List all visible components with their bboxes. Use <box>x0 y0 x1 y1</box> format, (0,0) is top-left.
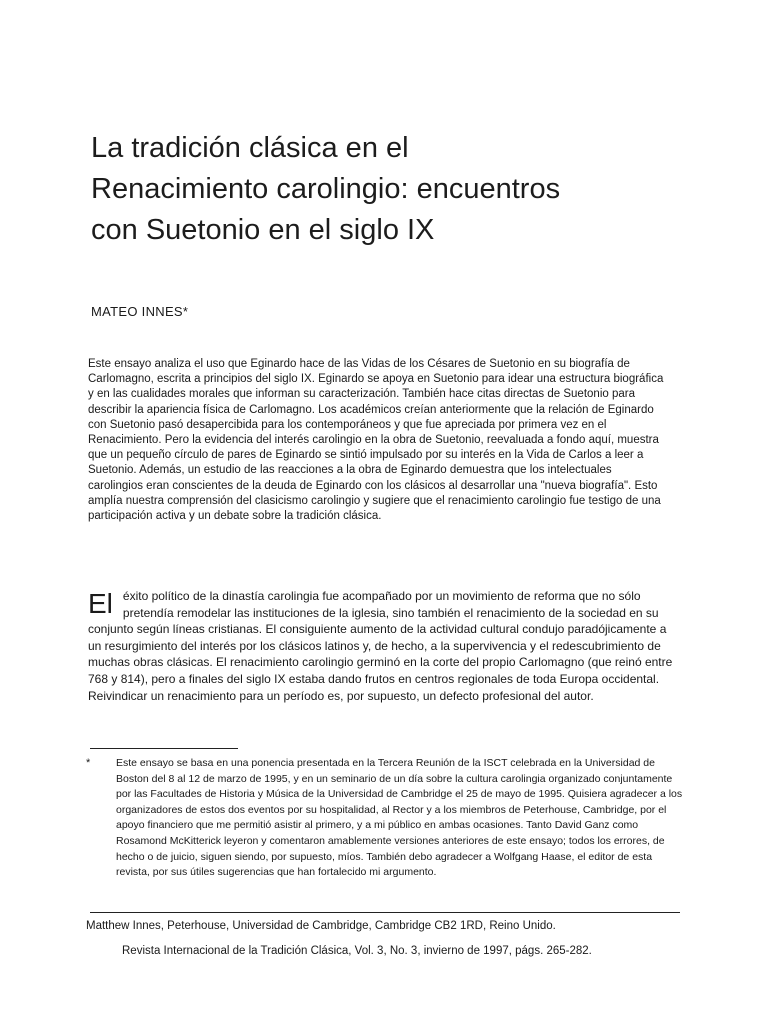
intro-paragraph <box>88 588 674 704</box>
journal-citation: Revista Internacional de la Tradición Clásica, Vol. 3, No. 3, invierno de 1997, págs. 265-282. <box>122 945 592 957</box>
drop-cap: El <box>88 588 113 619</box>
affiliation-divider <box>90 912 680 913</box>
footnote <box>86 756 686 881</box>
intro-text: éxito político de la dinastía carolingia fue acompañado por un movimiento de reforma que no sólo pretendía remodelar las instituciones de la iglesia, sino también el renacimiento de la sociedad en su conjunto según líneas cristianas. El consiguiente aumento de la actividad cultural condujo paradójicamente a un resurgimiento del interés por los clásicos latinos y, de hecho, a la supervivencia y el redescubrimiento de muchas obras clásicas. El renacimiento carolingio germinó en la corte del propio Carlomagno (que reinó entre 768 y 814), pero a finales del siglo IX estaba dando frutos en centros regionales de toda Europa occidental. Reivindicar un renacimiento para un período es, por supuesto, un defecto profesional del autor. <box>88 589 673 703</box>
author-name: MATEO INNES* <box>91 304 189 319</box>
footnote-divider <box>90 748 238 749</box>
author-affiliation: Matthew Innes, Peterhouse, Universidad de Cambridge, Cambridge CB2 1RD, Reino Unido. <box>86 920 556 932</box>
footnote-text: Este ensayo se basa en una ponencia presentada en la Tercera Reunión de la ISCT celebrada en la Universidad de Boston del 8 al 12 de marzo de 1995, y en un seminario de un día sobre la cultura carolingia organizado conjuntamente por las Facultades de Historia y Música de la Universidad de Cambridge el 25 de mayo de 1995. Quisiera agradecer a los organizadores de estos dos eventos por su hospitalidad, al Rector y a los miembros de Peterhouse, Cambridge, por el apoyo financiero que me permitió asistir al primero, y a mi público en ambas ocasiones. Tanto David Ganz como Rosamond McKitterick leyeron y comentaron amablemente versiones anteriores de este ensayo; todos los errores, de hecho o de juicio, siguen siendo, por supuesto, míos. También debo agradecer a Wolfgang Haase, el editor de esta revista, por sus útiles sugerencias que han fortalecido mi argumento. <box>116 757 683 879</box>
article-title: La tradición clásica en el Renacimiento carolingio: encuentros con Suetonio en el siglo IX <box>91 132 561 246</box>
abstract: Este ensayo analiza el uso que Eginardo hace de las Vidas de los Césares de Suetonio en su biografía de Carlomagno, escrita a principios del siglo IX. Eginardo se apoya en Suetonio para idear una estructura biográfica y en las cualidades morales que informan su caracterización. También hace citas directas de Suetonio para describir la apariencia física de Carlomagno. Los académicos creían anteriormente que la relación de Eginardo con Suetonio pasó desapercibida para los contemporáneos y que fue apreciada por primera vez en el Renacimiento. Pero la evidencia del interés carolingio en la obra de Suetonio, reevaluada a fondo aquí, muestra que un pequeño círculo de pares de Eginardo se sintió impulsado por su interés en la Vida de Carlos a leer a Suetonio. Además, un estudio de las reacciones a la obra de Eginardo demuestra que los intelectuales carolingios eran conscientes de la deuda de Eginardo con los clásicos al desarrollar una "nueva biografía". Esto amplía nuestra comprensión del clasicismo carolingio y sugiere que el renacimiento carolingio fue testigo de una participación activa y un debate sobre la tradición clásica. <box>88 358 664 523</box>
footnote-mark: * <box>86 757 91 769</box>
